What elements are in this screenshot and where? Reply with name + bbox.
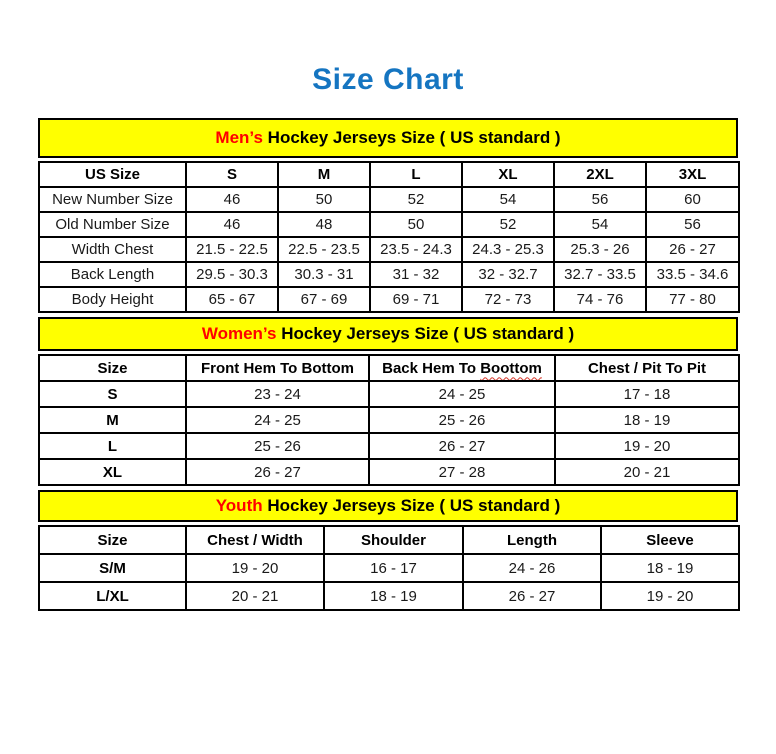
womens-banner-highlight: Women’s xyxy=(201,324,277,343)
data-cell: 46 xyxy=(186,212,278,237)
data-cell: 32 - 32.7 xyxy=(462,262,554,287)
data-cell: 50 xyxy=(278,187,370,212)
data-cell: 60 xyxy=(646,187,739,212)
womens-banner-text: Hockey Jerseys Size ( US standard ) xyxy=(276,324,575,343)
mens-banner xyxy=(38,118,738,158)
data-cell: 67 - 69 xyxy=(278,287,370,312)
row-label: XL xyxy=(39,459,186,485)
data-cell: 26 - 27 xyxy=(646,237,739,262)
data-cell: 33.5 - 34.6 xyxy=(646,262,739,287)
table-row xyxy=(39,212,739,237)
row-label: Width Chest xyxy=(39,237,186,262)
header-cell: Chest / Width xyxy=(186,526,324,554)
data-cell: 24 - 25 xyxy=(369,381,555,407)
data-cell: 25 - 26 xyxy=(369,407,555,433)
table-row xyxy=(39,407,739,433)
womens-header-row xyxy=(39,355,739,381)
youth-size-table xyxy=(38,525,740,611)
header-cell: 3XL xyxy=(646,162,739,187)
data-cell: 27 - 28 xyxy=(369,459,555,485)
misspelled-word: Boottom xyxy=(480,359,542,377)
youth-banner-text: Hockey Jerseys Size ( US standard ) xyxy=(262,496,561,515)
header-cell: XL xyxy=(462,162,554,187)
data-cell: 65 - 67 xyxy=(186,287,278,312)
header-cell: M xyxy=(278,162,370,187)
data-cell: 25.3 - 26 xyxy=(554,237,646,262)
row-label: Old Number Size xyxy=(39,212,186,237)
data-cell: 50 xyxy=(370,212,462,237)
data-cell: 23 - 24 xyxy=(186,381,369,407)
data-cell: 54 xyxy=(462,187,554,212)
data-cell: 74 - 76 xyxy=(554,287,646,312)
header-cell: Front Hem To Bottom xyxy=(186,355,369,381)
data-cell: 29.5 - 30.3 xyxy=(186,262,278,287)
data-cell: 52 xyxy=(462,212,554,237)
header-cell: Length xyxy=(463,526,601,554)
mens-size-table xyxy=(38,161,740,313)
data-cell: 20 - 21 xyxy=(555,459,739,485)
data-cell: 56 xyxy=(646,212,739,237)
data-cell: 77 - 80 xyxy=(646,287,739,312)
page-title: Size Chart xyxy=(312,63,464,96)
data-cell: 56 xyxy=(554,187,646,212)
data-cell: 17 - 18 xyxy=(555,381,739,407)
data-cell: 24 - 25 xyxy=(186,407,369,433)
data-cell: 24 - 26 xyxy=(463,554,601,582)
data-cell: 22.5 - 23.5 xyxy=(278,237,370,262)
row-label: S/M xyxy=(39,554,186,582)
header-cell: Back Hem To Boottom xyxy=(369,355,555,381)
data-cell: 19 - 20 xyxy=(555,433,739,459)
data-cell: 26 - 27 xyxy=(369,433,555,459)
header-cell: Chest / Pit To Pit xyxy=(555,355,739,381)
header-cell: S xyxy=(186,162,278,187)
table-row xyxy=(39,262,739,287)
data-cell: 31 - 32 xyxy=(370,262,462,287)
header-cell: Shoulder xyxy=(324,526,463,554)
data-cell: 32.7 - 33.5 xyxy=(554,262,646,287)
table-row xyxy=(39,237,739,262)
table-row xyxy=(39,187,739,212)
row-label: Back Length xyxy=(39,262,186,287)
header-cell: US Size xyxy=(39,162,186,187)
row-label: New Number Size xyxy=(39,187,186,212)
row-label: L/XL xyxy=(39,582,186,610)
data-cell: 54 xyxy=(554,212,646,237)
table-row xyxy=(39,433,739,459)
header-cell: Size xyxy=(39,355,186,381)
womens-banner xyxy=(38,317,738,351)
mens-header-row xyxy=(39,162,739,187)
data-cell: 72 - 73 xyxy=(462,287,554,312)
data-cell: 24.3 - 25.3 xyxy=(462,237,554,262)
size-chart-page xyxy=(0,62,776,611)
data-cell: 25 - 26 xyxy=(186,433,369,459)
data-cell: 19 - 20 xyxy=(186,554,324,582)
table-row xyxy=(39,554,739,582)
row-label: L xyxy=(39,433,186,459)
row-label: Body Height xyxy=(39,287,186,312)
data-cell: 18 - 19 xyxy=(555,407,739,433)
data-cell: 69 - 71 xyxy=(370,287,462,312)
data-cell: 46 xyxy=(186,187,278,212)
mens-banner-highlight: Men’s xyxy=(215,128,263,147)
header-cell: Sleeve xyxy=(601,526,739,554)
row-label: M xyxy=(39,407,186,433)
data-cell: 52 xyxy=(370,187,462,212)
data-cell: 26 - 27 xyxy=(463,582,601,610)
data-cell: 48 xyxy=(278,212,370,237)
table-row xyxy=(39,381,739,407)
data-cell: 19 - 20 xyxy=(601,582,739,610)
data-cell: 20 - 21 xyxy=(186,582,324,610)
row-label: S xyxy=(39,381,186,407)
data-cell: 18 - 19 xyxy=(324,582,463,610)
data-cell: 23.5 - 24.3 xyxy=(370,237,462,262)
data-cell: 26 - 27 xyxy=(186,459,369,485)
data-cell: 21.5 - 22.5 xyxy=(186,237,278,262)
womens-size-table xyxy=(38,354,740,486)
data-cell: 16 - 17 xyxy=(324,554,463,582)
youth-banner xyxy=(38,490,738,522)
table-row xyxy=(39,287,739,312)
youth-header-row xyxy=(39,526,739,554)
data-cell: 18 - 19 xyxy=(601,554,739,582)
header-cell: 2XL xyxy=(554,162,646,187)
mens-banner-text: Hockey Jerseys Size ( US standard ) xyxy=(262,128,561,147)
table-row xyxy=(39,582,739,610)
size-tables xyxy=(38,118,738,611)
table-row xyxy=(39,459,739,485)
header-cell: L xyxy=(370,162,462,187)
youth-banner-highlight: Youth xyxy=(215,496,263,515)
header-cell: Size xyxy=(39,526,186,554)
data-cell: 30.3 - 31 xyxy=(278,262,370,287)
